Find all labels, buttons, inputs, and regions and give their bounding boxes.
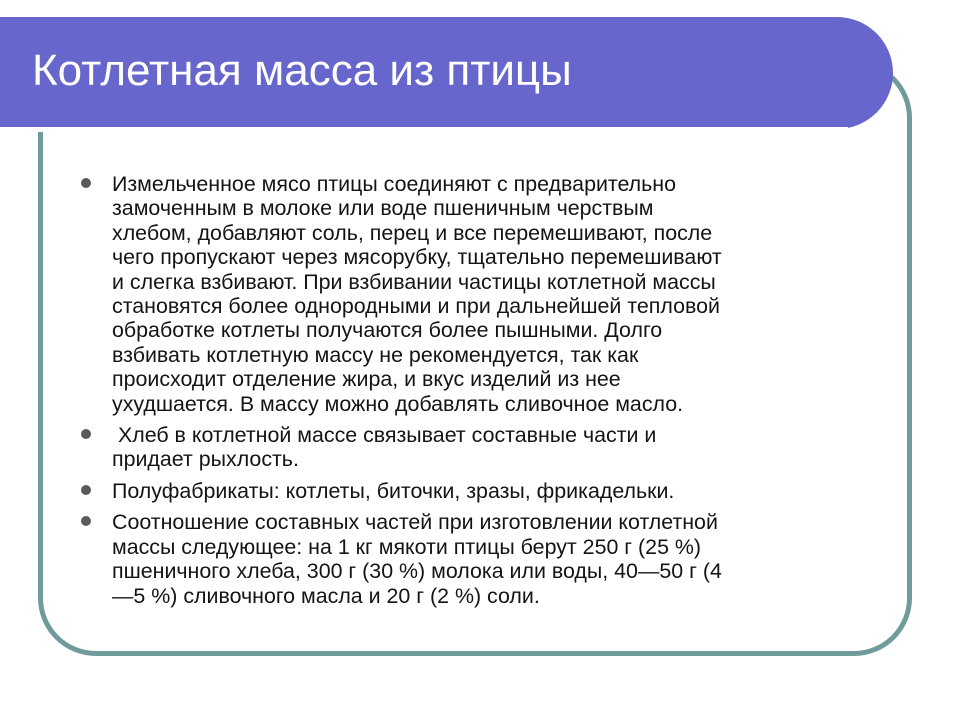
bullet-item [78, 423, 878, 472]
bullet-line: обработке котлеты получаются более пышными. Долго [112, 318, 663, 343]
bullet-item [78, 172, 878, 416]
bullet-icon [81, 178, 91, 188]
bullet-line: массы следующее: на 1 кг мякоти птицы берут 250 г (25 %) [112, 534, 702, 559]
bullet-line: взбивать котлетную массу не рекомендуется, так как [112, 342, 639, 367]
bullet-list [78, 172, 878, 615]
bullet-line: Измельченное мясо птицы соединяют с предварительно [112, 172, 676, 196]
bullet-line: и слегка взбивают. При взбивании частицы котлетной массы [112, 269, 716, 294]
bullet-line: чего пропускают через мясорубку, тщательно перемешивают [112, 245, 722, 270]
slide-title: Котлетная масса из птицы [32, 46, 572, 95]
bullet-line: Соотношение составных частей при изготовлении котлетной [112, 510, 718, 535]
bullet-line: становятся более однородными и при дальнейшей тепловой [112, 294, 720, 319]
title-underline [0, 127, 848, 132]
bullet-line: придает рыхлость. [112, 447, 299, 472]
bullet-line: происходит отделение жира, и вкус изделий из нее [112, 367, 621, 392]
bullet-icon [81, 429, 91, 439]
bullet-line: замоченным в молоке или воде пшеничным черствым [112, 196, 654, 221]
bullet-line: Хлеб в котлетной массе связывает составные части и [112, 423, 657, 448]
bullet-line: хлебом, добавляют соль, перец и все перемешивают, после [112, 220, 713, 245]
bullet-line: —5 %) сливочного масла и 20 г (2 %) соли. [112, 583, 540, 608]
bullet-icon [81, 516, 91, 526]
bullet-line: ухудшается. В массу можно добавлять сливочное масло. [112, 391, 684, 416]
bullet-item [78, 510, 878, 608]
bullet-line: пшеничного хлеба, 300 г (30 %) молока или воды, 40—50 г (4 [112, 559, 722, 584]
bullet-icon [81, 485, 91, 495]
bullet-line: Полуфабрикаты: котлеты, биточки, зразы, фрикадельки. [112, 478, 675, 503]
bullet-item [78, 479, 878, 503]
